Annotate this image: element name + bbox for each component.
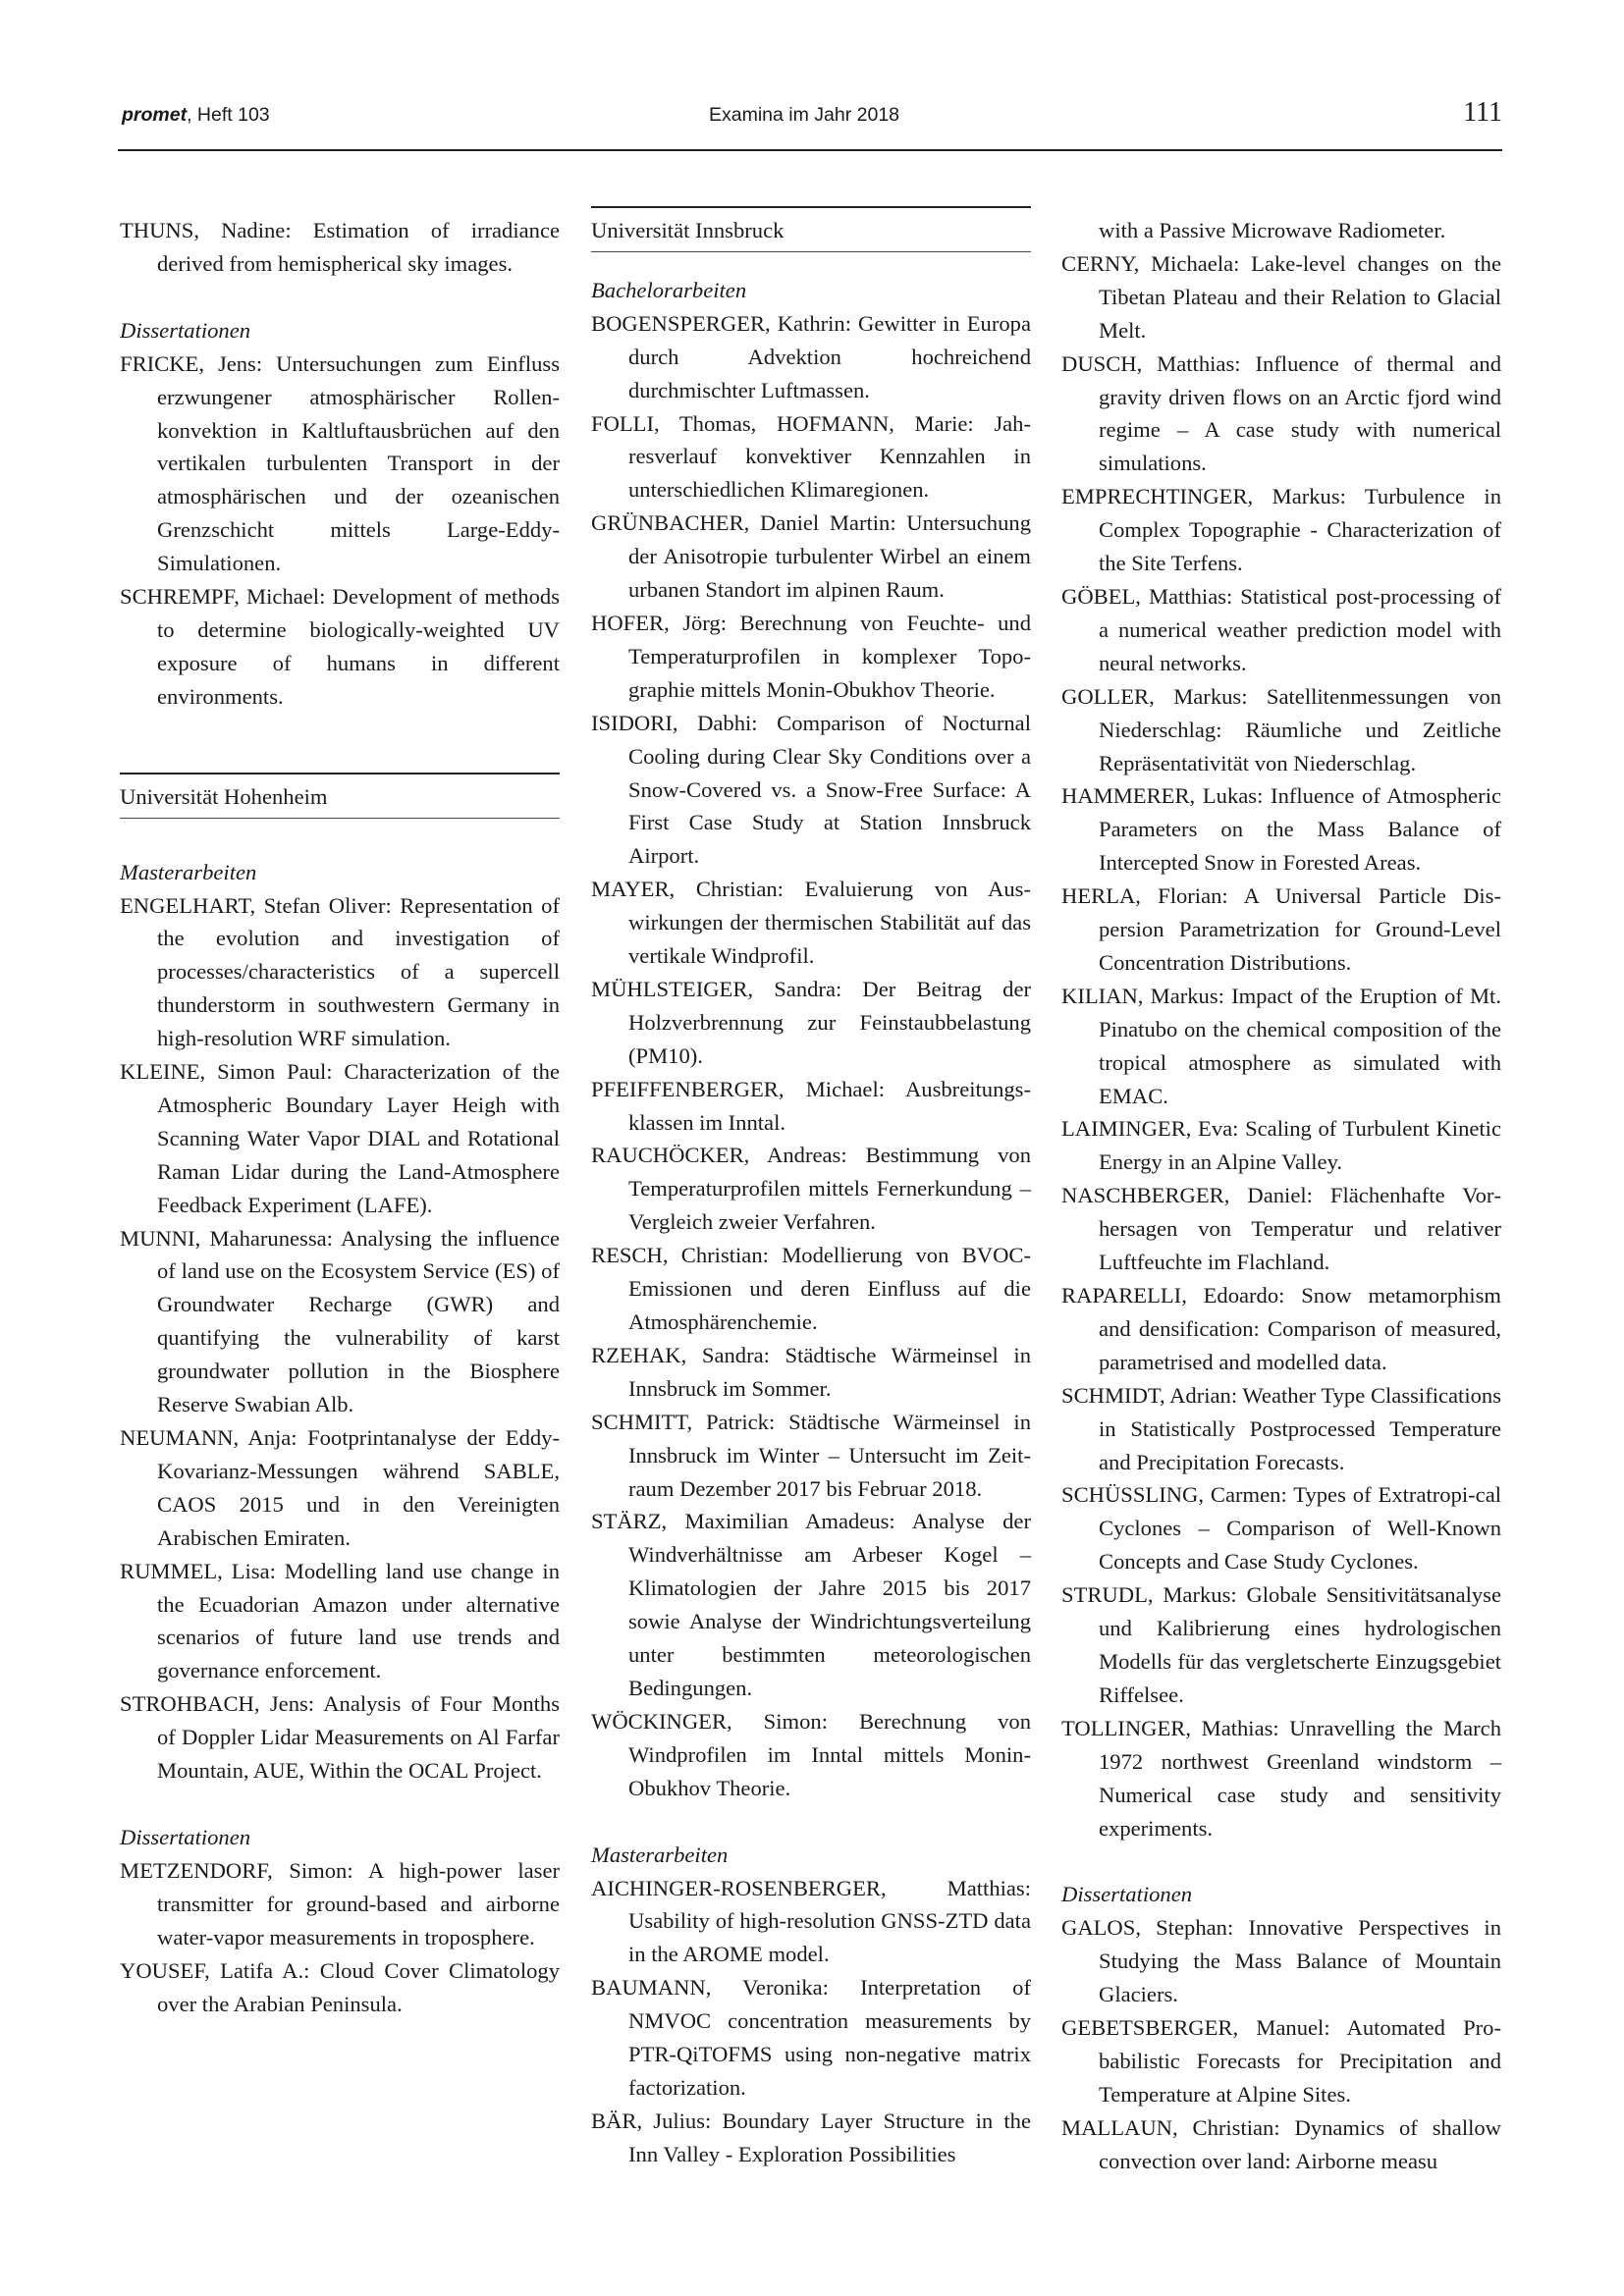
thesis-entry: METZENDORF, Simon: A high-power laser transmitter for ground-based and airborne water-vapor measurements in troposphere. (120, 1857, 560, 1949)
thesis-entry: STÄRZ, Maximilian Amadeus: Analyse der Windverhältnisse am Arbeser Kogel – Klimatologien der Jahre 2015 bis 2017 sowie Analyse der Windrichtungsverteilung unter bestimmten meteorologischen Bedingungen. (591, 1509, 1031, 1700)
running-header (118, 94, 1502, 153)
column-middle (591, 206, 1031, 2171)
university-rule (120, 773, 560, 774)
thesis-entry: WÖCKINGER, Simon: Berechnung von Windprofilen im Inntal mittels Monin-Obukhov Theorie. (591, 1708, 1031, 1800)
university-heading (591, 206, 1031, 252)
thesis-entry: NASCHBERGER, Daniel: Flächenhafte Vorhersagen von Temperatur und relativer Luftfeuchte im Flachland. (1061, 1183, 1501, 1275)
thesis-entry: BÄR, Julius: Boundary Layer Structure in the Inn Valley - Exploration Possibilities (591, 2108, 1031, 2166)
journal-issue (122, 104, 270, 127)
thesis-entry: ISIDORI, Dabhi: Comparison of Nocturnal Cooling during Clear Sky Conditions over a Snow-Covered vs. a Snow-Free Surface: A First Case Study at Station Innsbruck Airport. (591, 710, 1031, 869)
thesis-entry: RAPARELLI, Edoardo: Snow metamorphism and densification: Comparison of measured, parametrised and modelled data. (1061, 1283, 1501, 1374)
spacer (120, 1788, 560, 1821)
thesis-entry: KILIAN, Markus: Impact of the Eruption of Mt. Pinatubo on the chemical composition of the tropical atmosphere as simulated with EMAC. (1061, 983, 1501, 1108)
thesis-entry: SCHMIDT, Adrian: Weather Type Classifications in Statistically Postprocessed Temperature and Precipitation Forecasts. (1061, 1382, 1501, 1474)
spacer (591, 256, 1031, 274)
thesis-entry: HAMMERER, Lukas: Influence of Atmospheric Parameters on the Mass Balance of Intercepted Snow in Forested Areas. (1061, 783, 1501, 876)
university-heading (120, 773, 560, 819)
category-heading: Masterarbeiten (591, 1842, 729, 1867)
university-underline (591, 251, 1031, 252)
thesis-entry: RESCH, Christian: Modellierung von BVOC-Emissionen und deren Einfluss auf die Atmosphärenchemie. (591, 1243, 1031, 1334)
header-rule (118, 149, 1502, 151)
thesis-entry: HOFER, Jörg: Berechnung von Feuchte- und Temperaturprofilen in komplexer Topographie mittels Monin-Obukhov Theorie. (591, 610, 1031, 702)
column-right (1061, 214, 1501, 2178)
spacer (591, 1805, 1031, 1839)
thesis-entry: HERLA, Florian: A Universal Particle Dispersion Parametrization for Ground-Level Concentration Distributions. (1061, 883, 1501, 975)
thesis-entry: GALOS, Stephan: Innovative Perspectives in Studying the Mass Balance of Mountain Glaciers. (1061, 1915, 1501, 2007)
category-heading: Dissertationen (120, 1824, 251, 1849)
thesis-entry: MÜHLSTEIGER, Sandra: Der Beitrag der Holzverbrennung zur Feinstaubbelastung (PM10). (591, 976, 1031, 1068)
column-left (120, 214, 560, 2020)
thesis-entry: BAUMANN, Veronika: Interpretation of NMVOC concentration measurements by PTR-QiTOFMS using non-negative matrix factorization. (591, 1975, 1031, 2100)
category-heading: Dissertationen (1061, 1882, 1193, 1907)
thesis-entry: SCHREMPF, Michael: Development of methods to determine biologically-weighted UV exposure of humans in different environments. (120, 584, 560, 709)
issue-number: , Heft 103 (187, 104, 270, 126)
university-rule (591, 206, 1031, 208)
spacer (1061, 1844, 1501, 1878)
university-underline (120, 818, 560, 819)
thesis-entry: PFEIFFENBERGER, Michael: Ausbreitungsklassen im Inntal. (591, 1076, 1031, 1135)
thesis-entry: SCHÜSSLING, Carmen: Types of Extratropi-cal Cyclones – Comparison of Well-Known Concepts and Case Study Cyclones. (1061, 1482, 1501, 1575)
thesis-entry: GOLLER, Markus: Satellitenmessungen von Niederschlag: Räumliche und Zeitliche Repräsentativität von Niederschlag. (1061, 683, 1501, 775)
thesis-entry: FRICKE, Jens: Untersuchungen zum Einfluss erzwungener atmosphärischer Rollenkonvektion in Kaltluftausbrüchen auf den vertikalen turbulenten Transport in der atmosphärischen und der ozeanischen Grenzschicht mittels Large-Eddy-Simulationen. (120, 350, 560, 576)
thesis-entry: BOGENSPERGER, Kathrin: Gewitter in Europa durch Advektion hochreichend durchmischter Luftmassen. (591, 310, 1031, 402)
thesis-entry: SCHMITT, Patrick: Städtische Wärmeinsel in Innsbruck im Winter – Untersucht im Zeitraum Dezember 2017 bis Februar 2018. (591, 1409, 1031, 1501)
section-title: Examina im Jahr 2018 (709, 104, 900, 126)
thesis-entry: CERNY, Michaela: Lake-level changes on the Tibetan Plateau and their Relation to Glacial Melt. (1061, 250, 1501, 343)
journal-name: promet (122, 104, 188, 126)
thesis-entry: DUSCH, Matthias: Influence of thermal and gravity driven flows on an Arctic fjord wind regime – A case study with numerical simulations. (1061, 350, 1501, 476)
thesis-entry: GEBETSBERGER, Manuel: Automated Probabilistic Forecasts for Precipitation and Temperature at Alpine Sites. (1061, 2015, 1501, 2107)
thesis-entry: NEUMANN, Anja: Footprintanalyse der Eddy-Kovarianz-Messungen während SABLE, CAOS 2015 und in den Vereinigten Arabischen Emiraten. (120, 1425, 560, 1550)
category-heading: Bachelorarbeiten (591, 277, 747, 302)
university-name: Universität Hohenheim (120, 783, 328, 809)
thesis-entry: EMPRECHTINGER, Markus: Turbulence in Complex Topographie - Characterization of the Site Terfens. (1061, 484, 1501, 576)
category-heading: Dissertationen (120, 317, 251, 343)
spacer (120, 281, 560, 314)
thesis-entry: YOUSEF, Latifa A.: Cloud Cover Climatology over the Arabian Peninsula. (120, 1957, 560, 2016)
thesis-entry: ENGELHART, Stefan Oliver: Representation of the evolution and investigation of processes/characteristics of a supercell thunderstorm in southwestern Germany in high-resolution WRF simulation. (120, 892, 560, 1051)
thesis-entry: KLEINE, Simon Paul: Characterization of the Atmospheric Boundary Layer Heigh with Scanning Water Vapor DIAL and Rotational Raman Lidar during the Land-Atmosphere Feedback Experiment (LAFE). (120, 1059, 560, 1217)
thesis-entry: GÖBEL, Matthias: Statistical post-processing of a numerical weather prediction model with neural networks. (1061, 583, 1501, 675)
page-number: 111 (1463, 97, 1502, 128)
thesis-entry: GRÜNBACHER, Daniel Martin: Untersuchung der Anisotropie turbulenter Wirbel an einem urbanen Standort im alpinen Raum. (591, 510, 1031, 603)
university-name: Universität Innsbruck (591, 218, 785, 242)
thesis-entry: TOLLINGER, Mathias: Unravelling the March 1972 northwest Greenland windstorm – Numerical case study and sensitivity experiments. (1061, 1715, 1501, 1841)
thesis-entry: RZEHAK, Sandra: Städtische Wärmeinsel in Innsbruck im Sommer. (591, 1342, 1031, 1401)
thesis-entry: THUNS, Nadine: Estimation of irradiance derived from hemispherical sky images. (120, 218, 560, 276)
thesis-entry: RUMMEL, Lisa: Modelling land use change in the Ecuadorian Amazon under alternative scenarios of future land use trends and governance enforcement. (120, 1558, 560, 1683)
thesis-entry: LAIMINGER, Eva: Scaling of Turbulent Kinetic Energy in an Alpine Valley. (1061, 1116, 1501, 1175)
thesis-entry: STRUDL, Markus: Globale Sensitivitätsanalyse und Kalibrierung eines hydrologischen Modells für das vergletscherte Einzugsgebiet Riffelsee. (1061, 1582, 1501, 1707)
spacer (120, 823, 560, 856)
category-heading: Masterarbeiten (120, 859, 257, 884)
thesis-entry: MALLAUN, Christian: Dynamics of shallow convection over land: Airborne measu (1061, 2114, 1501, 2173)
thesis-entry: AICHINGER-ROSENBERGER, Matthias: Usability of high-resolution GNSS-ZTD data in the AROME model. (591, 1875, 1031, 1967)
thesis-entry: RAUCHÖCKER, Andreas: Bestimmung von Temperaturprofilen mittels Fernerkundung – Vergleich zweier Verfahren. (591, 1143, 1031, 1235)
thesis-entry: FOLLI, Thomas, HOFMANN, Marie: Jahresverlauf konvektiver Kennzahlen in unterschiedlichen Klimaregionen. (591, 410, 1031, 503)
thesis-entry-continued: with a Passive Microwave Radiometer. (1099, 218, 1446, 242)
thesis-entry: MUNNI, Maharunessa: Analysing the influence of land use on the Ecosystem Service (ES) of Groundwater Recharge (GWR) and quantifying the vulnerability of karst groundwater pollution in the Biosphere Reserve Swabian Alb. (120, 1225, 560, 1417)
thesis-entry: MAYER, Christian: Evaluierung von Auswirkungen der thermischen Stabilität auf das vertikale Windprofil. (591, 877, 1031, 969)
thesis-entry: STROHBACH, Jens: Analysis of Four Months of Doppler Lidar Measurements on Al Farfar Mountain, AUE, Within the OCAL Project. (120, 1691, 560, 1784)
spacer (120, 714, 560, 773)
